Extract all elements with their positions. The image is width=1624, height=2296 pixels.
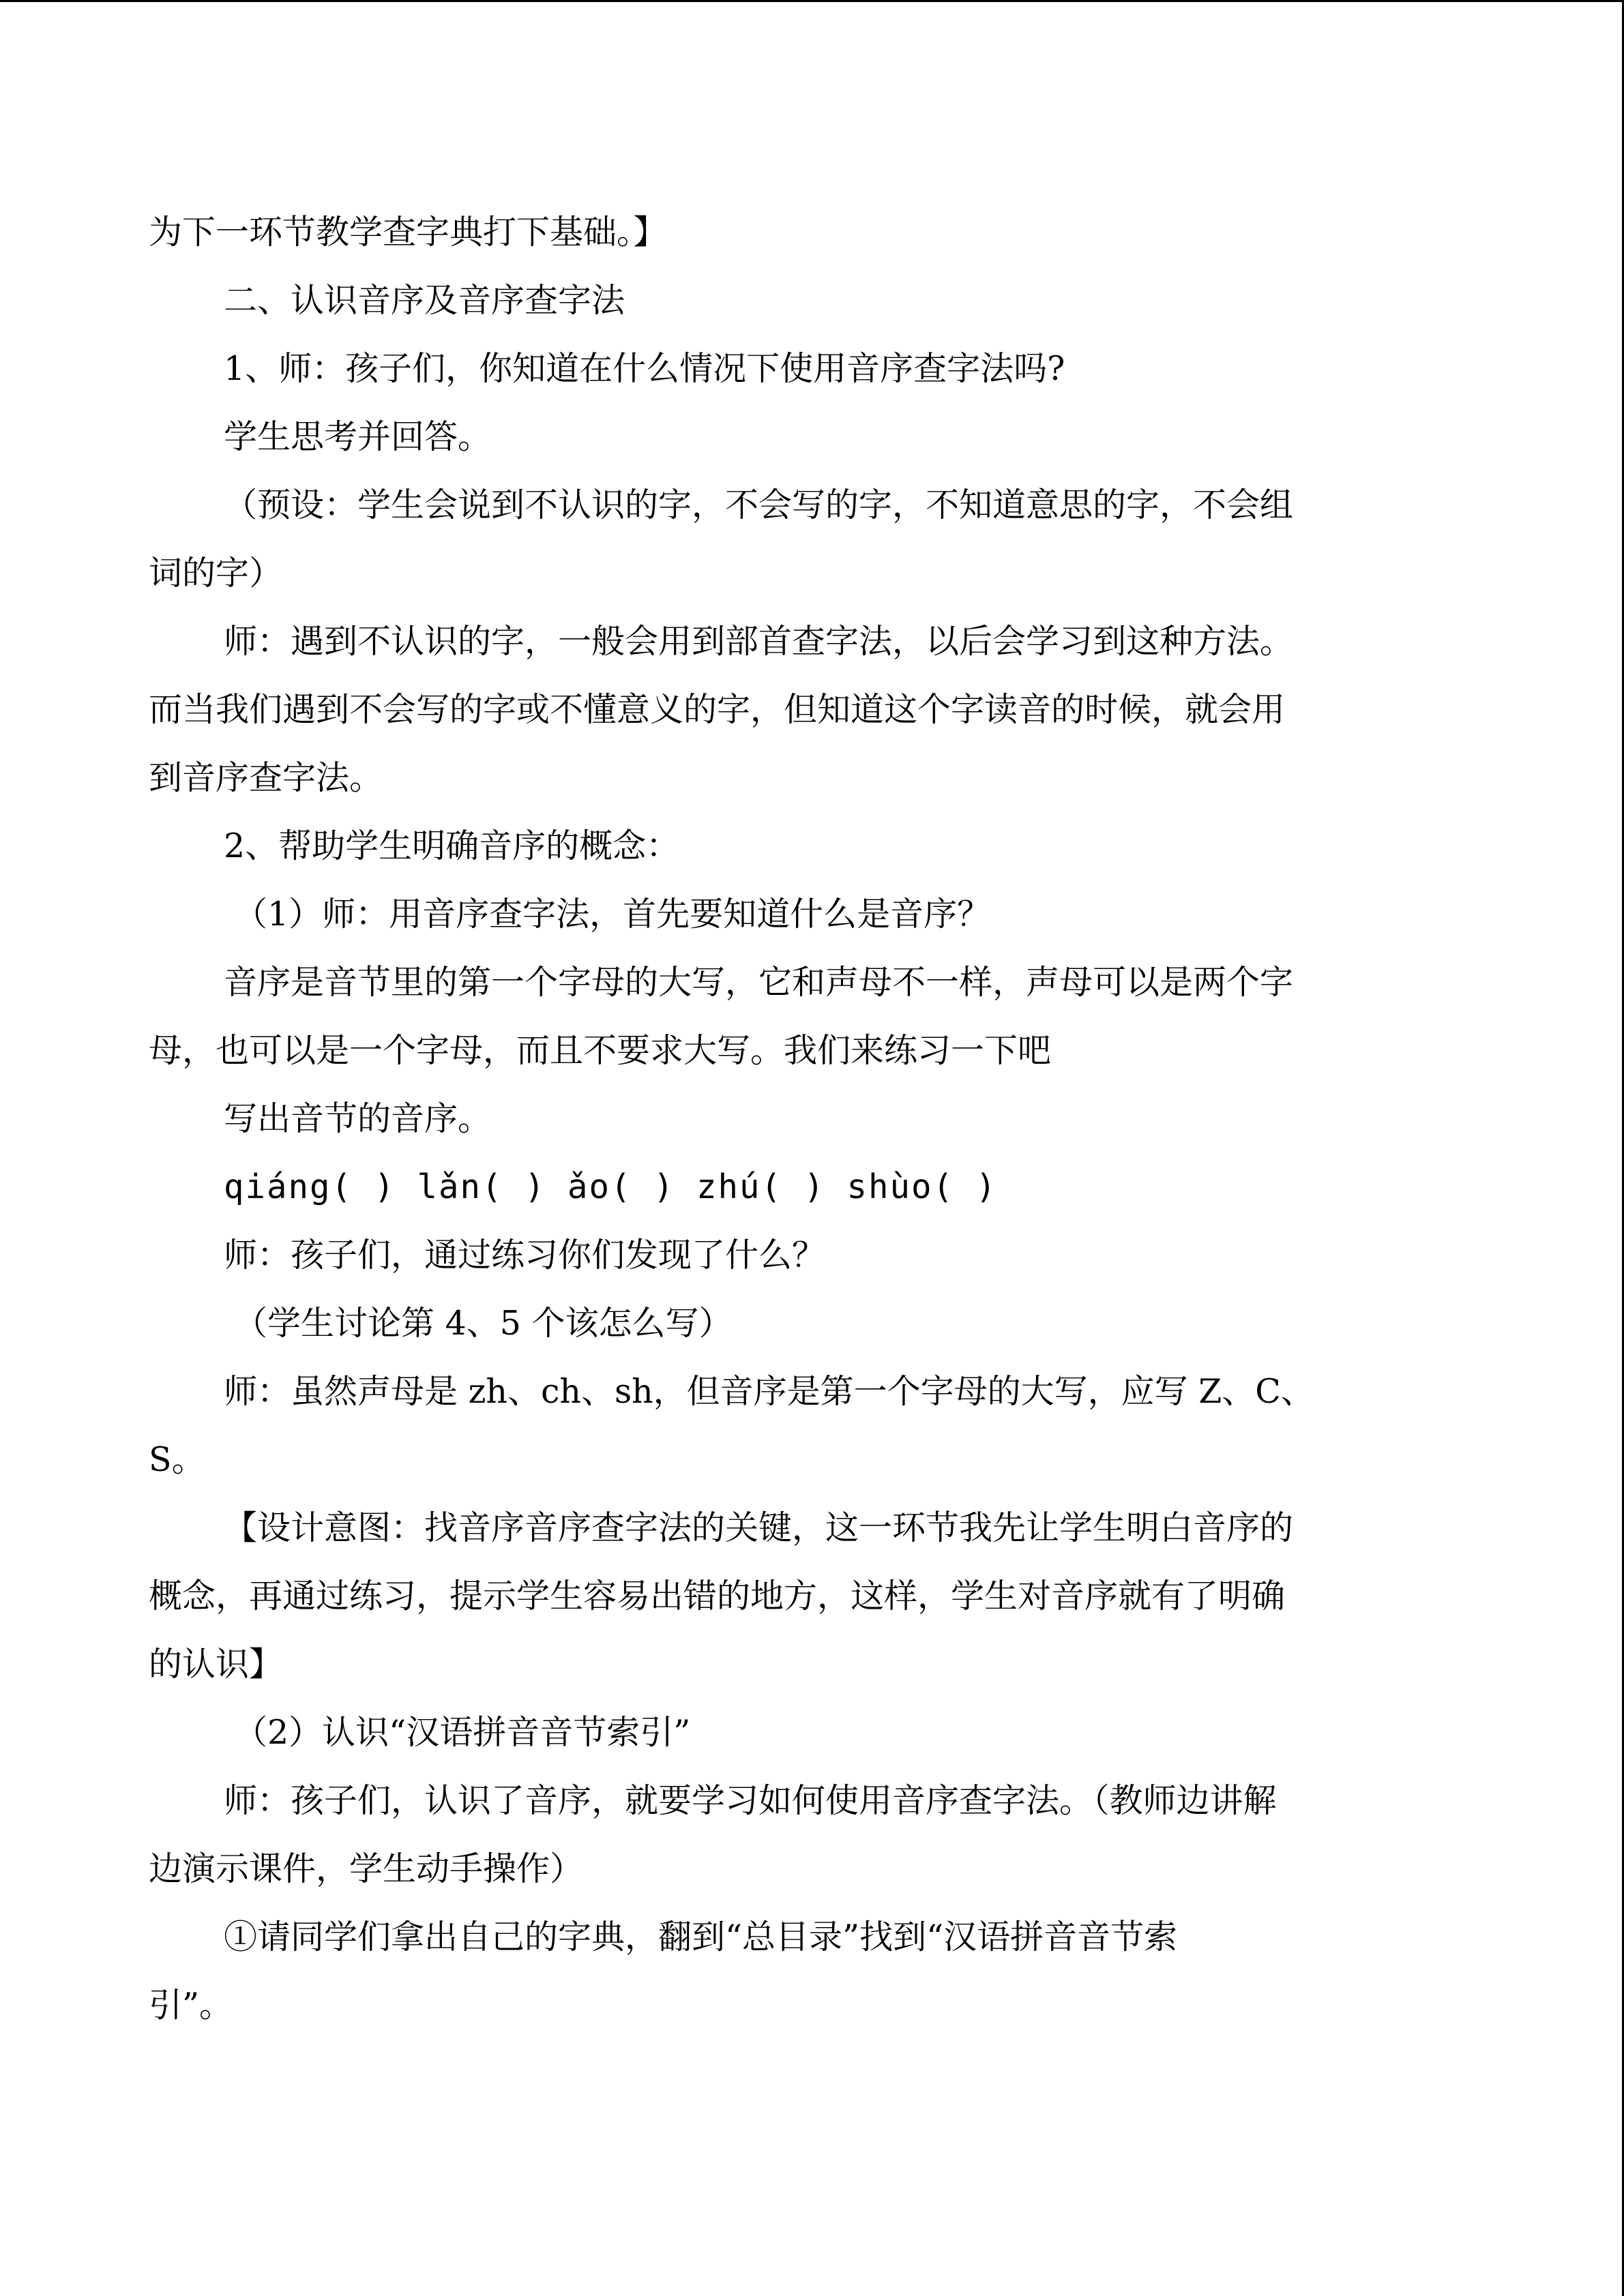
text-line: 引”。 bbox=[149, 1986, 233, 2025]
text-line: 师：孩子们，通过练习你们发现了什么？ bbox=[224, 1236, 826, 1274]
text-line: 的认识】 bbox=[149, 1645, 283, 1684]
text-line: 为下一环节教学查字典打下基础。】 bbox=[149, 213, 667, 252]
section-heading: 二、认识音序及音序查字法 bbox=[224, 281, 625, 320]
text-line: 2、帮助学生明确音序的概念： bbox=[224, 826, 680, 865]
text-line: 词的字） bbox=[149, 554, 283, 593]
text-line: 音序是音节里的第一个字母的大写，它和声母不一样，声母可以是两个字 bbox=[224, 963, 1294, 1002]
subsection-heading: （2）认识“汉语拼音音节索引” bbox=[234, 1713, 691, 1752]
text-line: 边演示课件，学生动手操作） bbox=[149, 1849, 584, 1888]
text-line: 概念，再通过练习，提示学生容易出错的地方，这样，学生对音序就有了明确 bbox=[149, 1577, 1286, 1615]
text-line: 师：虽然声母是 zh、ch、sh，但音序是第一个字母的大写，应写 Z、C、 bbox=[224, 1372, 1314, 1411]
text-line: （学生讨论第 4、5 个该怎么写） bbox=[234, 1304, 733, 1343]
text-line: 师：孩子们，认识了音序，就要学习如何使用音序查字法。（教师边讲解 bbox=[224, 1781, 1277, 1820]
text-line: 学生思考并回答。 bbox=[224, 417, 492, 456]
pinyin-exercise: qiáng( ) lǎn( ) ǎo( ) zhú( ) shùo( ) bbox=[224, 1167, 998, 1206]
text-line: （1）师：用音序查字法，首先要知道什么是音序？ bbox=[234, 895, 991, 934]
text-line: 到音序查字法。 bbox=[149, 758, 383, 797]
text-line: ①请同学们拿出自己的字典，翻到“总目录”找到“汉语拼音音节索 bbox=[224, 1918, 1178, 1956]
text-line: 而当我们遇到不会写的字或不懂意义的字，但知道这个字读音的时候，就会用 bbox=[149, 690, 1286, 729]
design-intent: 【设计意图：找音序音序查字法的关键，这一环节我先让学生明白音序的 bbox=[224, 1508, 1294, 1547]
text-line: 师：遇到不认识的字，一般会用到部首查字法，以后会学习到这种方法。 bbox=[224, 622, 1294, 661]
body-text bbox=[149, 198, 1455, 2040]
text-line: 1、师：孩子们，你知道在什么情况下使用音序查字法吗? bbox=[224, 349, 1065, 388]
text-line: （预设：学生会说到不认识的字，不会写的字，不知道意思的字，不会组 bbox=[224, 486, 1294, 524]
text-line: 母，也可以是一个字母，而且不要求大写。我们来练习一下吧 bbox=[149, 1031, 1052, 1070]
text-line: S。 bbox=[149, 1440, 205, 1479]
text-line: 写出音节的音序。 bbox=[224, 1099, 492, 1138]
